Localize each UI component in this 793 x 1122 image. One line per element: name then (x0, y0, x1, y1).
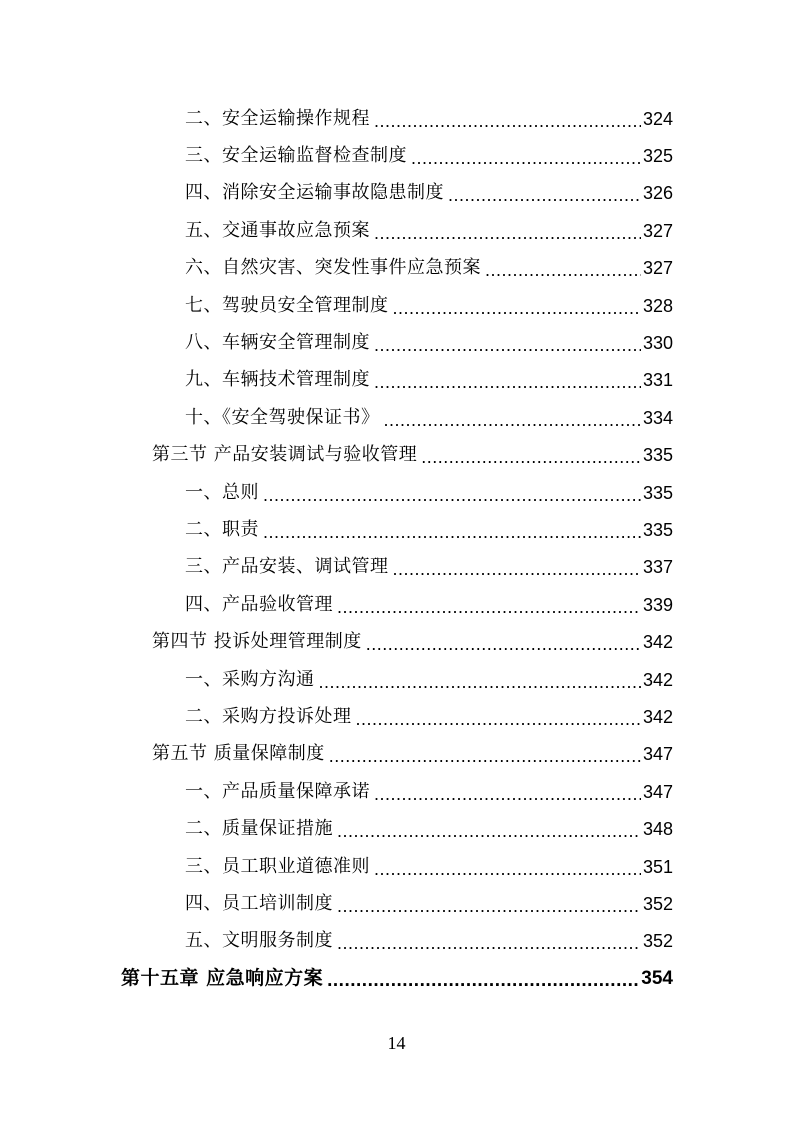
toc-dot-leader (337, 897, 641, 915)
toc-entry-page: 330 (642, 333, 673, 354)
toc-entry-page: 327 (642, 258, 673, 279)
toc-entry-label: 三、产品安装、调试管理 (185, 556, 389, 578)
toc-entry-page: 348 (642, 819, 673, 840)
toc-entry[interactable] (0, 698, 673, 735)
toc-entry[interactable] (0, 175, 673, 212)
toc-entry-label: 四、消除安全运输事故隐患制度 (185, 182, 444, 204)
toc-entry-label: 二、采购方投诉处理 (185, 705, 352, 727)
toc-entry[interactable] (0, 100, 673, 137)
toc-section-label: 第五节 质量保障制度 (152, 743, 325, 765)
toc-entry[interactable] (0, 885, 673, 922)
toc-entry[interactable] (0, 848, 673, 885)
toc-entry[interactable] (0, 586, 673, 623)
toc-chapter-entry[interactable] (0, 960, 673, 997)
toc-dot-leader (374, 112, 641, 130)
toc-entry-page: 325 (642, 146, 673, 167)
toc-dot-leader (337, 934, 641, 952)
toc-entry-page: 335 (642, 445, 673, 466)
toc-entry-label: 六、自然灾害、突发性事件应急预案 (185, 257, 481, 279)
toc-entry[interactable] (0, 511, 673, 548)
toc-dot-leader (319, 673, 641, 691)
toc-entry-page: 342 (642, 669, 673, 690)
toc-dot-leader (374, 785, 641, 803)
toc-entry-page: 352 (642, 893, 673, 914)
toc-entry[interactable] (0, 923, 673, 960)
toc-dot-leader (374, 224, 641, 242)
toc-section-entry[interactable] (0, 623, 673, 660)
toc-entry-label: 九、车辆技术管理制度 (185, 369, 370, 391)
toc-dot-leader (366, 635, 641, 653)
toc-section-label: 第三节 产品安装调试与验收管理 (152, 444, 418, 466)
toc-entry-page: 347 (642, 744, 673, 765)
table-of-contents (0, 100, 793, 997)
toc-dot-leader (393, 560, 641, 578)
toc-entry-label: 四、产品验收管理 (185, 593, 333, 615)
toc-entry-page: 328 (642, 295, 673, 316)
toc-entry-page: 352 (642, 931, 673, 952)
toc-dot-leader (263, 523, 641, 541)
toc-entry-label: 二、职责 (185, 518, 259, 540)
toc-entry-label: 五、交通事故应急预案 (185, 219, 370, 241)
toc-entry[interactable] (0, 773, 673, 810)
toc-entry[interactable] (0, 661, 673, 698)
toc-entry-label: 三、安全运输监督检查制度 (185, 145, 407, 167)
toc-entry-page: 354 (641, 968, 673, 990)
toc-entry-label: 一、总则 (185, 481, 259, 503)
toc-entry-page: 331 (642, 370, 673, 391)
toc-dot-leader (356, 710, 641, 728)
toc-entry-label: 五、文明服务制度 (185, 930, 333, 952)
toc-entry[interactable] (0, 287, 673, 324)
toc-entry[interactable] (0, 137, 673, 174)
toc-entry-label: 二、质量保证措施 (185, 818, 333, 840)
page-number: 14 (387, 1033, 406, 1053)
toc-entry[interactable] (0, 810, 673, 847)
toc-dot-leader (263, 486, 641, 504)
toc-entry-page: 335 (642, 519, 673, 540)
toc-dot-leader (485, 261, 641, 279)
toc-dot-leader (448, 186, 641, 204)
toc-entry-page: 326 (642, 183, 673, 204)
toc-dot-leader (393, 299, 641, 317)
toc-dot-leader (411, 149, 641, 167)
toc-dot-leader (329, 747, 641, 765)
toc-chapter-label: 第十五章 应急响应方案 (121, 967, 324, 990)
toc-dot-leader (374, 336, 641, 354)
toc-entry[interactable] (0, 549, 673, 586)
toc-entry-label: 三、员工职业道德准则 (185, 855, 370, 877)
toc-entry[interactable] (0, 362, 673, 399)
toc-section-label: 第四节 投诉处理管理制度 (152, 631, 362, 653)
toc-dot-leader (337, 822, 641, 840)
toc-dot-leader (374, 860, 641, 878)
toc-entry-page: 339 (642, 594, 673, 615)
toc-entry[interactable] (0, 474, 673, 511)
toc-dot-leader (421, 448, 641, 466)
toc-entry[interactable] (0, 250, 673, 287)
toc-entry-page: 334 (642, 407, 673, 428)
toc-dot-leader (384, 411, 641, 429)
toc-entry-label: 一、采购方沟通 (185, 668, 315, 690)
toc-entry-page: 342 (642, 706, 673, 727)
toc-entry-label: 十、《安全驾驶保证书》 (185, 406, 380, 428)
toc-entry[interactable] (0, 324, 673, 361)
toc-entry-page: 327 (642, 220, 673, 241)
toc-dot-leader (374, 373, 641, 391)
toc-entry[interactable] (0, 212, 673, 249)
toc-section-entry[interactable] (0, 437, 673, 474)
toc-entry-page: 351 (642, 856, 673, 877)
toc-entry[interactable] (0, 399, 673, 436)
toc-dot-leader (337, 598, 641, 616)
toc-entry-label: 一、产品质量保障承诺 (185, 780, 370, 802)
toc-section-entry[interactable] (0, 736, 673, 773)
toc-entry-label: 七、驾驶员安全管理制度 (185, 294, 389, 316)
toc-entry-page: 342 (642, 632, 673, 653)
toc-entry-page: 324 (642, 108, 673, 129)
toc-entry-label: 八、车辆安全管理制度 (185, 332, 370, 354)
toc-entry-page: 347 (642, 781, 673, 802)
toc-dot-leader (327, 971, 639, 990)
toc-entry-label: 二、安全运输操作规程 (185, 107, 370, 129)
toc-entry-page: 335 (642, 482, 673, 503)
toc-entry-label: 四、员工培训制度 (185, 892, 333, 914)
toc-entry-page: 337 (642, 557, 673, 578)
